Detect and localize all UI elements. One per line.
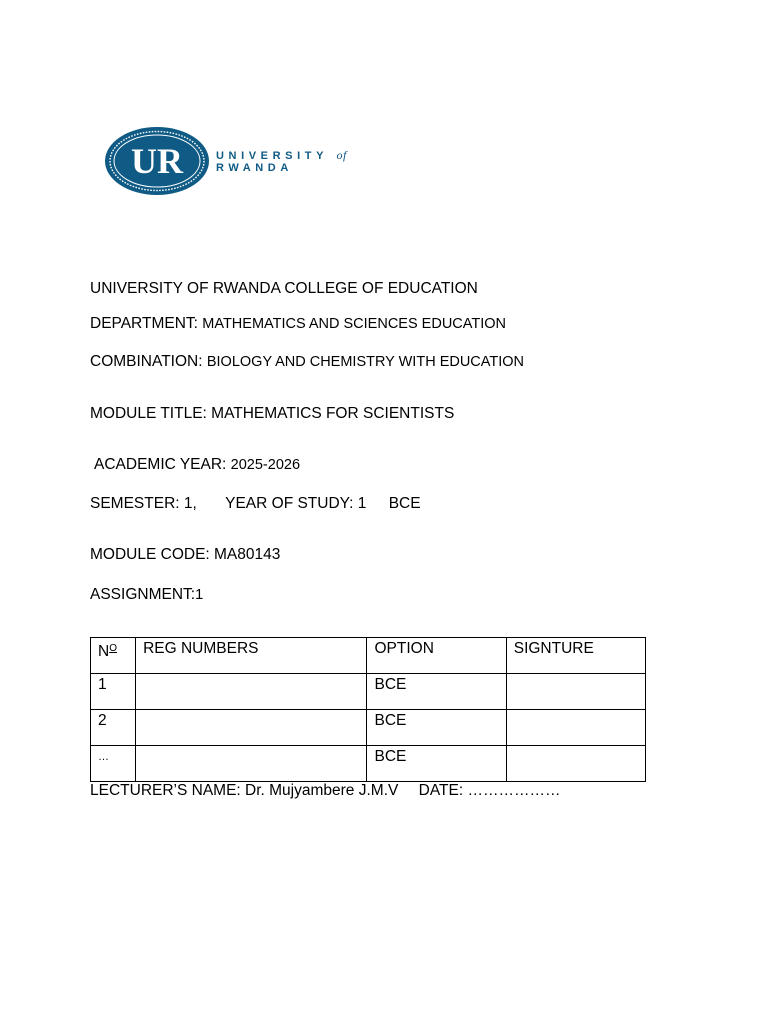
assignment-label: ASSIGNMENT:: [90, 586, 196, 603]
row-number: 1: [91, 674, 136, 710]
header-option: OPTION: [367, 638, 506, 674]
row-signature[interactable]: [506, 710, 645, 746]
institution-title: UNIVERSITY OF RWANDA COLLEGE OF EDUCATION: [90, 280, 478, 297]
lecturer-name: LECTURER’S NAME: Dr. Mujyambere J.M.V: [90, 782, 399, 799]
academic-year-value: 2025-2026: [230, 457, 301, 473]
department-value: MATHEMATICS AND SCIENCES EDUCATION: [202, 316, 506, 332]
department-label: DEPARTMENT:: [90, 315, 198, 332]
row-reg-number[interactable]: [136, 710, 367, 746]
logo-word-line2: RWANDA: [216, 162, 293, 174]
table-header-row: [91, 638, 646, 674]
option-code: BCE: [388, 495, 421, 512]
combination-value: BIOLOGY AND CHEMISTRY WITH EDUCATION: [206, 354, 525, 370]
table-row: [91, 674, 646, 710]
table-row: [91, 746, 646, 782]
table-row: [91, 710, 646, 746]
department-line: [90, 314, 506, 334]
university-logo: [104, 126, 374, 198]
footer-line: [90, 781, 560, 801]
row-reg-number[interactable]: [136, 674, 367, 710]
year-of-study: YEAR OF STUDY: 1: [225, 495, 367, 512]
assignment-line: [90, 585, 203, 605]
combination-label: COMBINATION:: [90, 353, 203, 370]
semester: SEMESTER: 1,: [90, 495, 197, 512]
row-signature[interactable]: [506, 746, 645, 782]
module-code: MODULE CODE: MA80143: [90, 546, 281, 563]
seal-letters: UR: [131, 141, 183, 181]
academic-year-line: [94, 455, 300, 475]
header-reg-numbers: REG NUMBERS: [136, 638, 367, 674]
header-signature: SIGNTURE: [506, 638, 645, 674]
assignment-value: 1: [195, 587, 204, 603]
university-seal-icon: [104, 126, 210, 196]
combination-line: [90, 352, 524, 372]
semester-line: [90, 494, 421, 514]
row-reg-number[interactable]: [136, 746, 367, 782]
row-option: BCE: [367, 710, 506, 746]
header-number: $N^O$: [91, 638, 136, 674]
row-option: BCE: [367, 674, 506, 710]
row-number: 2: [91, 710, 136, 746]
academic-year-label: ACADEMIC YEAR:: [94, 456, 227, 473]
logo-word-line1: UNIVERSITY of: [216, 148, 347, 162]
row-signature[interactable]: [506, 674, 645, 710]
module-title: MODULE TITLE: MATHEMATICS FOR SCIENTISTS: [90, 405, 455, 422]
row-option: BCE: [367, 746, 506, 782]
date-field: DATE: ………………: [418, 782, 561, 799]
row-number: …: [91, 746, 136, 782]
registration-table: [90, 637, 646, 782]
